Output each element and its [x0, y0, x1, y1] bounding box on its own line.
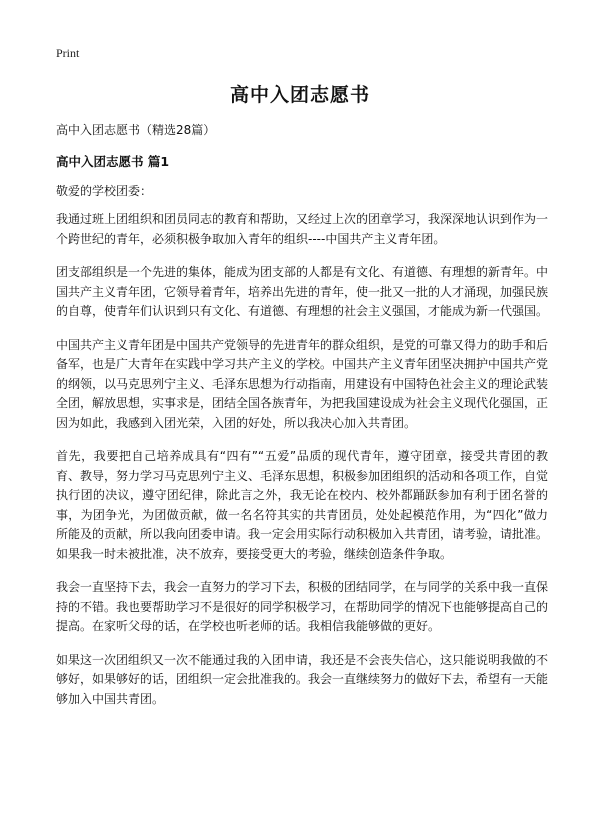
- print-link[interactable]: Print: [56, 46, 80, 60]
- page-title: 高中入团志愿书: [229, 84, 370, 106]
- paragraph: 中国共产主义青年团是中国共产党领导的先进青年的群众组织，是党的可靠又得力的助手和后备军，也是广大青年在实践中学习共产主义的学校。中国共产主义青年团坚决拥护中国共产党的纲领，以马克思列宁主义、毛泽东思想为行动指南，用建设有中国特色社会主义的理论武装全团，解放思想，实事求是，团结全国各族青年，为把我国建设成为社会主义现代化强国，正因为如此，我感到入团光荣，入团的好处，所以我决心加入共青团。: [56, 337, 549, 430]
- paragraph: 我通过班上团组织和团员同志的教育和帮助，又经过上次的团章学习，我深深地认识到作为一个跨世纪的青年，必须积极争取加入青年的组织----中国共产主义青年团。: [56, 212, 549, 246]
- paragraph: 我会一直坚持下去，我会一直努力的学习下去，积极的团结同学，在与同学的关系中我一直保持的不错。我也要帮助学习不是很好的同学积极学习，在帮助同学的情况下也能够提高自己的提高。在家听父母的话，在学校也听老师的话。我相信我能够做的更好。: [56, 580, 549, 633]
- document-subtitle: 高中入团志愿书（精选28篇）: [56, 123, 216, 137]
- section-heading: 高中入团志愿书 篇1: [56, 154, 170, 169]
- paragraph: 首先，我要把自己培养成具有“四有”“五爱”品质的现代青年，遵守团章，接受共青团的教育、教导，努力学习马克思列宁主义、毛泽东思想，积极参加团组织的活动和各项工作，自觉执行团的决议，遵守团纪律，除此言之外，我无论在校内、校外都踊跃参加有利于团名誉的事，为团争光，为团做贡献，做一名名符其实的共青团员，处处起模范作用，为“四化”做力所能及的贡献，所以我向团委申请。我一定会用实际行动积极加入共青团，请考验，请批准。如果我一时未被批准，决不放弃，要接受更大的考验，继续创造条件争取。: [56, 449, 549, 561]
- paragraph: 团支部组织是一个先进的集体，能成为团支部的人都是有文化、有道德、有理想的新青年。中国共产主义青年团，它领导着青年，培养出先进的青年，使一批又一批的人才涌现，加强民族的自尊，使青年们认识到只有文化、有道德、有理想的社会主义强国，才能成为新一代强国。: [56, 265, 549, 318]
- body-paragraphs: [56, 210, 548, 723]
- salutation: 敬爱的学校团委：: [56, 184, 153, 198]
- paragraph: 如果这一次团组织又一次不能通过我的入团申请，我还是不会丧失信心，这只能说明我做的不够好，如果够好的话，团组织一定会批准我的。我会一直继续努力的做好下去，希望有一天能够加入中国共青团。: [56, 652, 549, 706]
